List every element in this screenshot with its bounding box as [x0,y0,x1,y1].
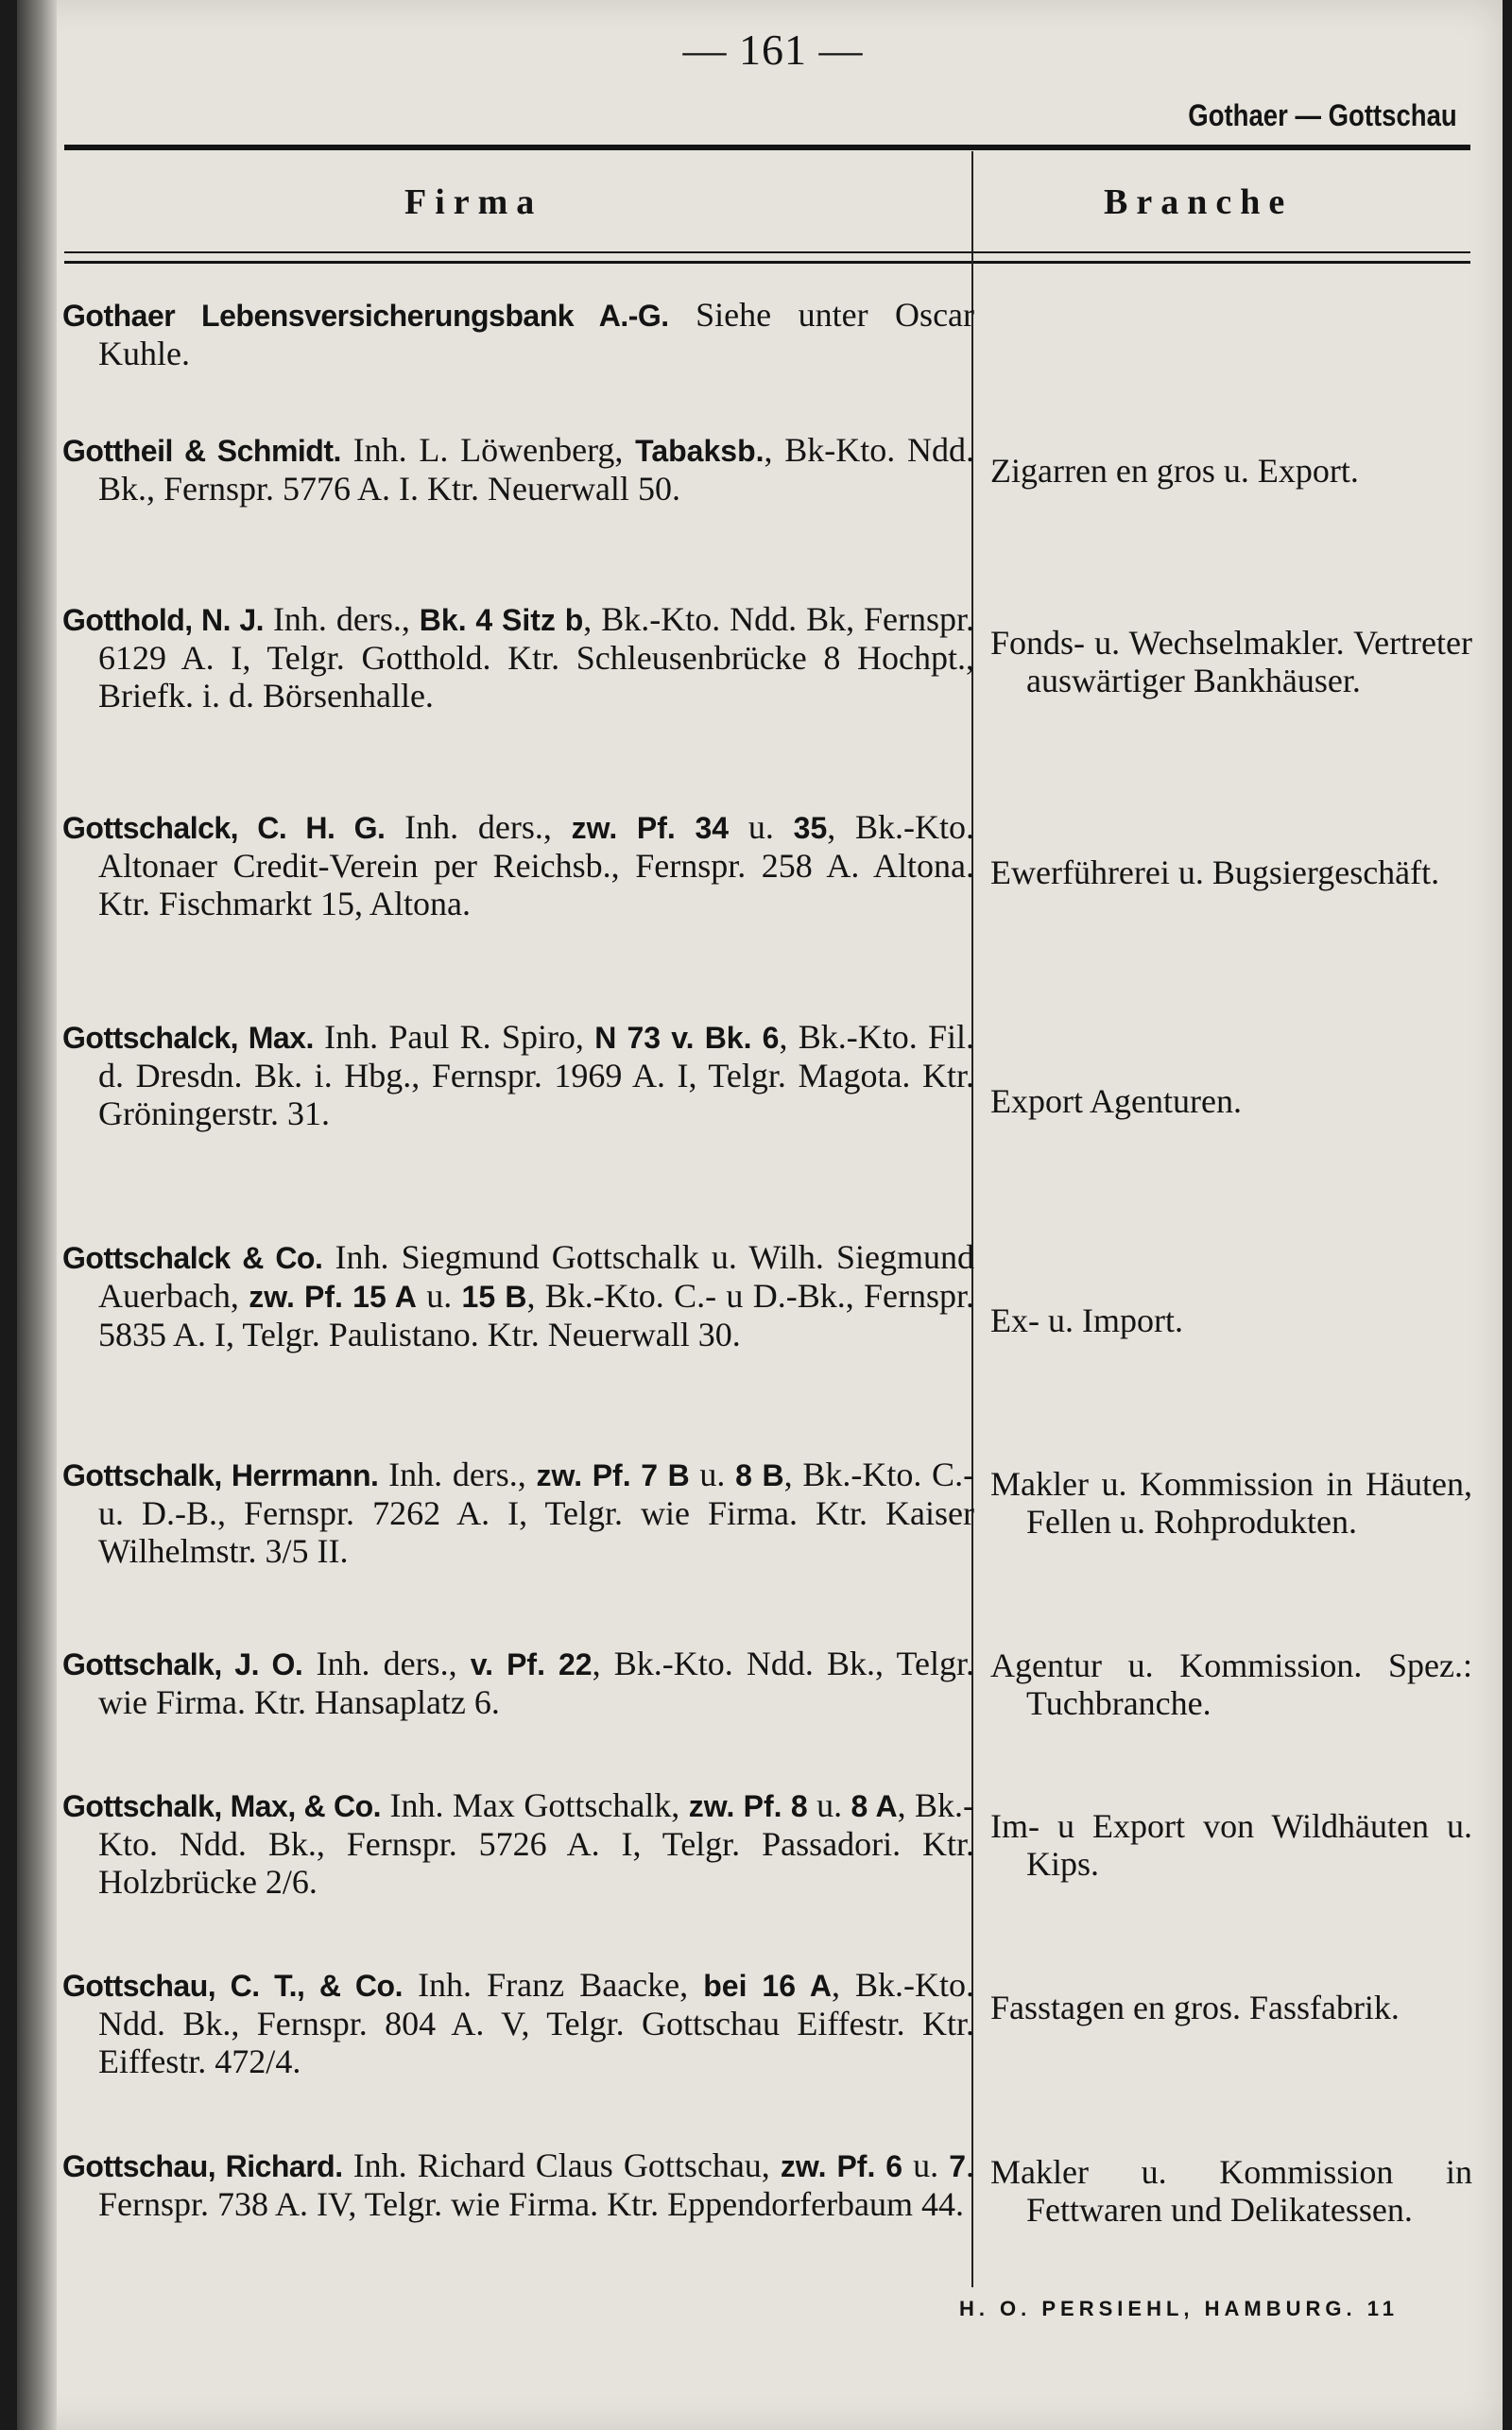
branche-text: Makler u. Kommission in Häuten, Fellen u. Rohprodukten. [990,1465,1472,1541]
firm-details: Inh. Max Gottschalk, [381,1786,689,1824]
firm-details: , Bk.-Kto. Ndd. Bk., Fernspr. 804 A. V, Telgr. Gottschau Eiffestr. Ktr. Eiffestr. 472/4. [98,1966,975,2080]
firm-details: , Bk.-Kto. Fil. d. Dresdn. Bk. i. Hbg., Fernspr. 1969 A. I, Telgr. Magota. Ktr. Gröningerstr. 31. [98,1018,974,1132]
firm-location-code: 8 A [850,1789,898,1823]
firm-details: , Bk.-Kto. Ndd. Bk., Fernspr. 5726 A. I, Telgr. Passadori. Ktr. Holzbrücke 2/6. [98,1786,975,1901]
firm-text [62,431,974,508]
firm-name: Gottschalk, Herrmann. [62,1458,379,1492]
firm-details: u. [807,1786,851,1824]
firm-details: Inh. L. Löwenberg, [340,431,636,469]
book-gutter [17,0,57,2430]
firm-name: Gottschalk, J. O. [62,1647,303,1681]
firm-details: , Bk.-Kto. C.- u. D.-B., Fernspr. 7262 A. I, Telgr. wie Firma. Ktr. Kaiser Wilhelmstr. 3/5 II. [98,1456,975,1570]
firm-details: , Bk.-Kto. Ndd. Bk., Telgr. wie Firma. Ktr. Hansaplatz 6. [98,1645,974,1721]
firm-location-code: zw. Pf. 8 [688,1789,808,1823]
firm-location-code: 7 [949,2149,967,2183]
firm-text [62,1238,974,1353]
printer-imprint: H. O. PERSIEHL, HAMBURG. 11 [958,2297,1399,2320]
firm-location-code: bei 16 A [703,1969,832,2003]
column-header-rule-upper [64,251,1470,253]
branche-text: Export Agenturen. [990,1082,1242,1120]
firm-details: , Bk.-Kto. Ndd. Bk, Fernspr. 6129 A. I, Telgr. Gotthold. Ktr. Schleusenbrücke 8 Hochpt., Briefk. i. d. Börsenhalle. [98,600,975,715]
branche-text: Ex- u. Import. [990,1301,1183,1339]
firm-location-code: 8 B [735,1458,784,1492]
branche-text: Zigarren en gros u. Export. [990,452,1359,490]
branche-text: Makler u. Kommission in Fettwaren und Delikatessen. [990,2153,1472,2229]
firm-text [62,1645,974,1721]
firm-details: Siehe unter Oscar Kuhle. [98,296,975,372]
firm-details: Inh. ders., [378,1456,537,1493]
firm-name: Gottschau, C. T., & Co. [62,1969,403,2003]
page-number: — 161 — [682,26,864,74]
running-head: Gothaer — Gottschau [1188,98,1457,132]
firm-text [62,600,974,715]
column-header-rule-lower [64,261,1470,264]
firm-location-code: N 73 v. Bk. 6 [594,1021,780,1055]
header-rule [64,145,1470,150]
firm-name: Gottheil & Schmidt. [62,434,341,468]
firm-location-code: zw. Pf. 6 [780,2149,903,2183]
firm-details: Inh. Siegmund Gottschalk u. Wilh. Siegmund Auerbach, [98,1238,975,1315]
firm-text [62,808,974,922]
firm-details: u. [902,2146,950,2184]
firm-details: . Fernspr. 738 A. IV, Telgr. wie Firma. Ktr. Eppendorferbaum 44. [98,2146,975,2223]
firm-text [62,296,974,372]
firm-location-code: 35 [793,811,828,845]
branche-text: Im- u Export von Wildhäuten u. Kips. [990,1807,1472,1883]
firm-text [62,2146,974,2223]
firm-location-code: zw. Pf. 15 A [249,1280,417,1314]
branche-text: Ewerführerei u. Bugsiergeschäft. [990,853,1440,891]
firm-details: Inh. Paul R. Spiro, [313,1018,595,1056]
firm-location-code: 15 B [461,1280,527,1314]
firm-name: Gottschalk, Max, & Co. [62,1789,382,1823]
branche-text: Fasstagen en gros. Fassfabrik. [990,1989,1400,2026]
firm-name: Gottschau, Richard. [62,2149,343,2183]
firm-name: Gottschalck & Co. [62,1241,323,1275]
firm-text [62,1966,974,2080]
firm-name: Gottschalck, C. H. G. [62,811,386,845]
firm-details: , Bk.-Kto. Altonaer Credit-Verein per Reichsb., Fernspr. 258 A. Altona. Ktr. Fischmarkt 15, Altona. [98,808,975,922]
firm-location-code: v. Pf. 22 [470,1647,593,1681]
firm-location-code: zw. Pf. 34 [571,811,730,845]
firm-text [62,1456,974,1570]
column-header-firma: Firma [404,182,543,222]
firm-details: , Bk.-Kto. C.- u D.-Bk., Fernspr. 5835 A. I, Telgr. Paulistano. Ktr. Neuerwall 30. [98,1277,975,1353]
branche-text: Fonds- u. Wechselmakler. Vertreter auswärtiger Bankhäuser. [990,624,1472,699]
firm-location-code: Tabaksb. [635,434,765,468]
directory-page [17,0,1503,2430]
firm-text [62,1018,974,1132]
firm-details: u. [416,1277,462,1315]
firm-location-code: Bk. 4 Sitz b [419,603,584,637]
firm-details: Inh. ders., [264,600,420,638]
firm-location-code: zw. Pf. 7 B [536,1458,690,1492]
branche-text: Agentur u. Kommission. Spez.: Tuchbranche. [990,1646,1472,1722]
column-header-branche: Branche [1104,182,1294,222]
firm-details: , Bk-Kto. Ndd. Bk., Fernspr. 5776 A. I. Ktr. Neuerwall 50. [98,431,974,508]
firm-details: Inh. ders., [302,1645,471,1682]
firm-name: Gotthold, N. J. [62,603,265,637]
firm-details: Inh. Richard Claus Gottschau, [342,2146,781,2184]
firm-text [62,1786,974,1901]
firm-name: Gottschalck, Max. [62,1021,314,1055]
firm-details: u. [729,808,794,846]
firm-details: u. [689,1456,736,1493]
firm-details: Inh. ders., [385,808,572,846]
firm-name: Gothaer Lebensversicherungsbank A.-G. [62,299,669,333]
firm-details: Inh. Franz Baacke, [402,1966,704,2004]
